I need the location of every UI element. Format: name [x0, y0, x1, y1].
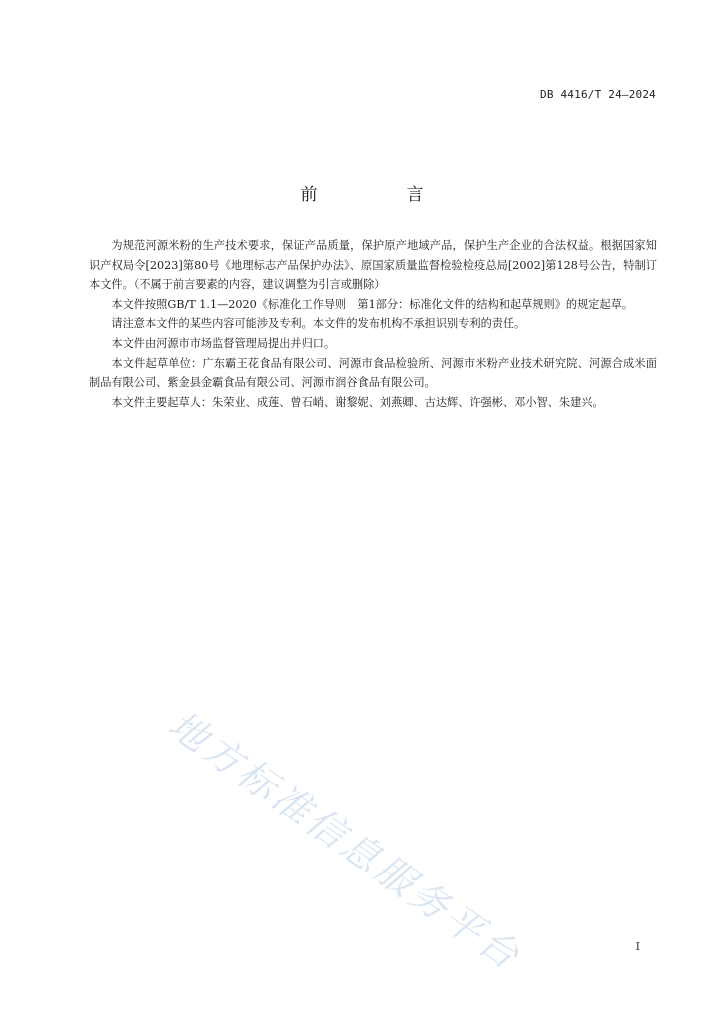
page-number: I	[635, 940, 640, 953]
paragraph-drafting-rules: 本文件按照GB/T 1.1—2020《标准化工作导则 第1部分：标准化文件的结构和起草规则》的规定起草。	[111, 297, 634, 311]
paragraph-purpose: 为规范河源米粉的生产技术要求，保证产品质量，保护原产地域产品，保护生产企业的合法权益。根据国家知识产权局令[2023]第80号《地理标志产品保护办法》、原国家质量监督检验检疫总局[2002]第128号公告，特制订本文件。（不属于前言要素的内容，建议调整为引言或删除）	[89, 239, 657, 292]
watermark: 地方标准信息服务平台	[160, 702, 530, 980]
paragraph-drafting-units: 本文件起草单位：广东霸王花食品有限公司、河源市食品检验所、河源市米粉产业技术研究院、河源合成米面制品有限公司、紫金县金霸食品有限公司、河源市润谷食品有限公司。	[89, 356, 657, 390]
paragraph-drafters: 本文件主要起草人：朱荣业、成莲、曾石峭、谢黎妮、刘燕卿、古达辉、许强彬、邓小智、朱建兴。	[111, 395, 604, 409]
preface-body	[89, 236, 657, 412]
paragraph-proposer: 本文件由河源市市场监督管理局提出并归口。	[111, 336, 336, 350]
page-title: 前 言	[300, 185, 460, 205]
paragraph-patent-notice: 请注意本文件的某些内容可能涉及专利。本文件的发布机构不承担识别专利的责任。	[111, 317, 526, 331]
document-code: DB 4416/T 24—2024	[540, 88, 656, 101]
